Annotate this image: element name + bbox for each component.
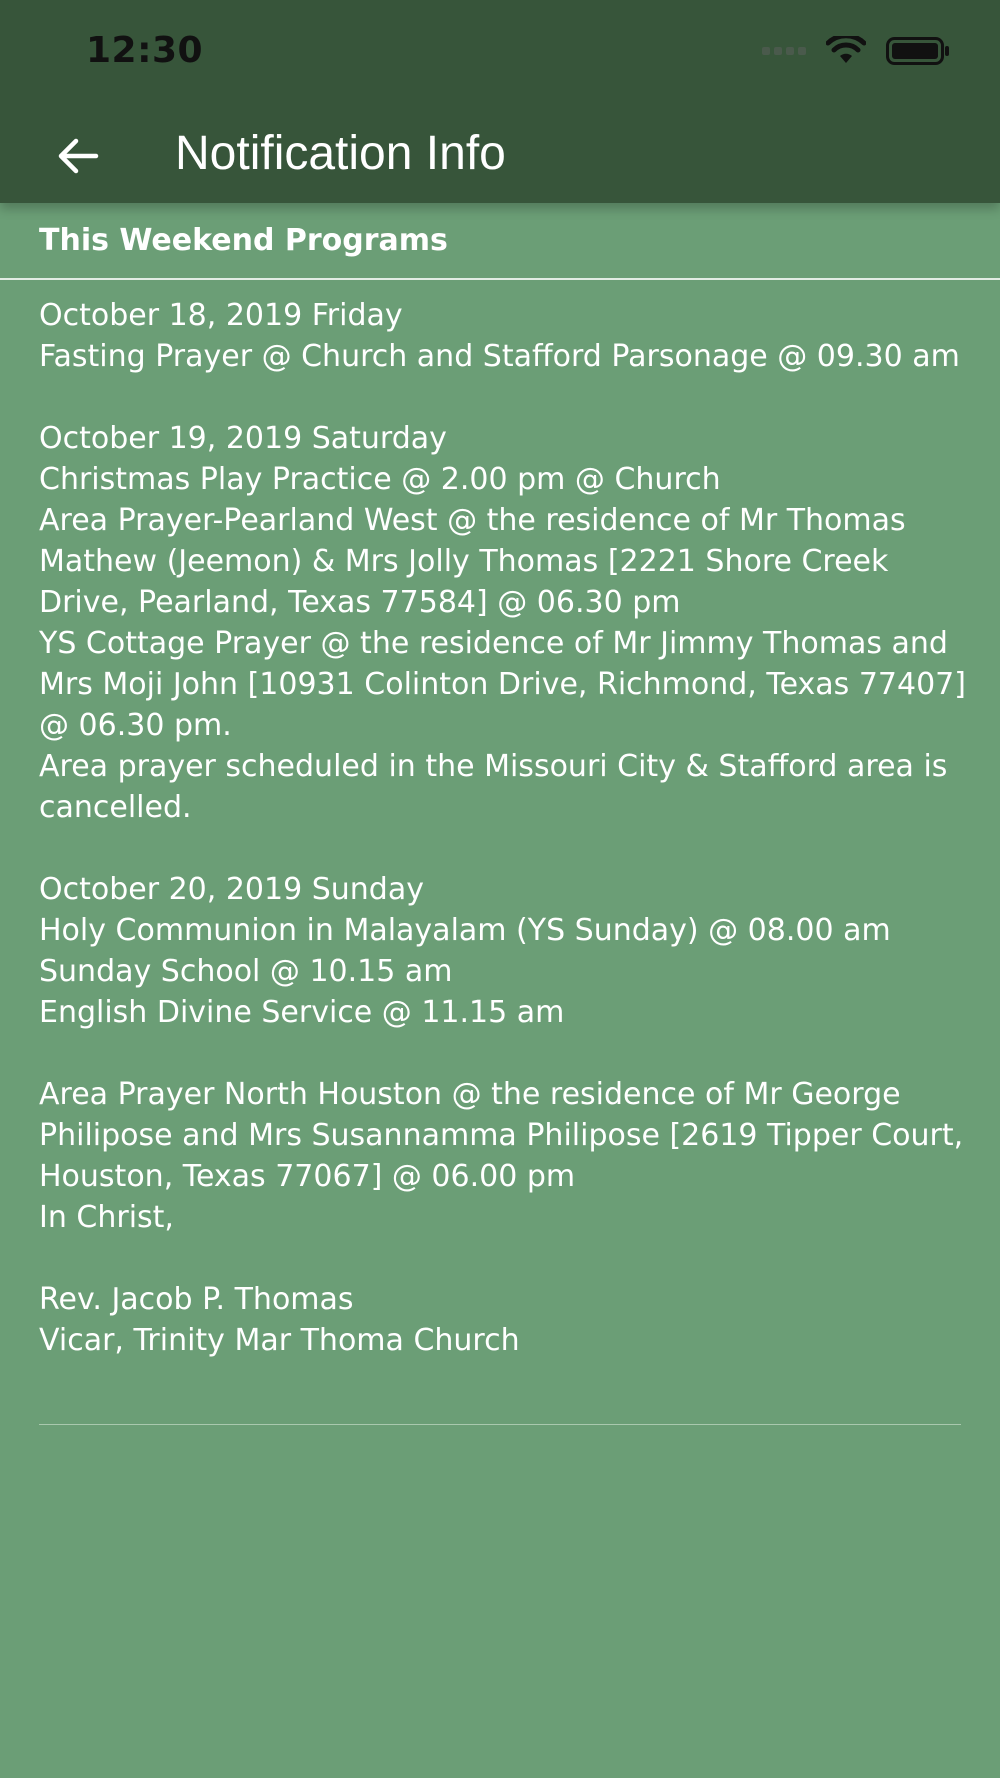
notification-title: This Weekend Programs — [39, 223, 448, 258]
divider — [39, 1424, 961, 1425]
back-button[interactable] — [50, 128, 106, 184]
status-time: 12:30 — [86, 30, 204, 71]
notification-body: October 18, 2019 Friday Fasting Prayer @ Church and Stafford Parsonage @ 09.30 am October 19, 2019 Saturday Christmas Play Practice @ 2.00 pm @ Church Area Prayer-Pearland West @ the residence of Mr Thomas Mathew (Jeemon) & Mrs Jolly Thomas [2221 Shore Creek Drive, Pearland, Texas 77584] @ 06.30 pm YS Cottage Prayer @ the residence of Mr Jimmy Thomas and Mrs Moji John [10931 Colinton Drive, Richmond, Texas 77407] @ 06.30 pm. Area prayer scheduled in the Missouri City & Stafford area is cancelled. October 20, 2019 Sunday Holy Communion in Malayalam (YS Sunday) @ 08.00 am Sunday School @ 10.15 am English Divine Service @ 11.15 am Area Prayer North Houston @ the residence of Mr George Philipose and Mrs Susannamma Philipose [2619 Tipper Court, Houston, Texas 77067] @ 06.00 pm In Christ, Rev. Jacob P. Thomas Vicar, Trinity Mar Thoma Church — [39, 298, 966, 1358]
page-title: Notification Info — [175, 127, 506, 180]
signal-icon — [762, 47, 806, 55]
wifi-icon — [826, 36, 866, 66]
notification-header — [0, 203, 1000, 280]
arrow-left-icon — [56, 134, 100, 178]
battery-icon — [886, 36, 950, 66]
app-bar — [0, 0, 1000, 203]
status-icons — [762, 36, 950, 66]
